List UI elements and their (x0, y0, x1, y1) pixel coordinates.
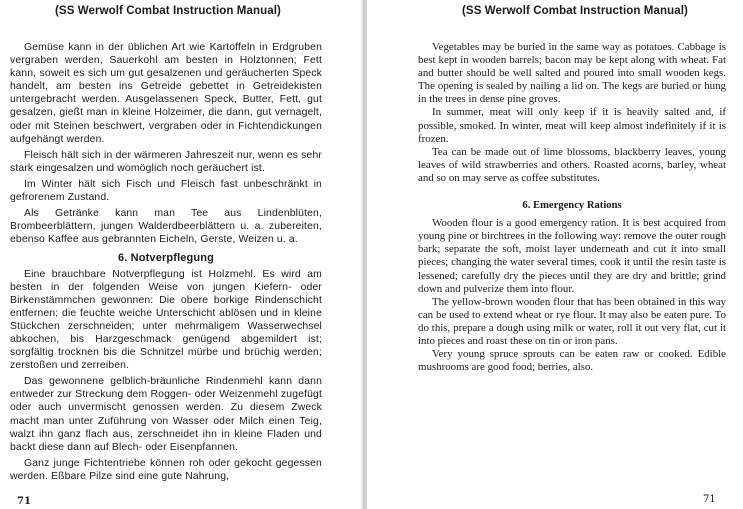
paragraph: Vegetables may be buried in the same way as potatoes. Cabbage is best kept in wooden barrels; bacon may be kept along with wheat. Fat and butter should be well salted and poured into small wooden kegs. The opening is sealed by nailing a lid on. The kegs are buried or hung in the trees in dense pine groves. (418, 41, 726, 106)
section-heading: 6. Notverpflegung (117, 252, 215, 265)
paragraph: Tea can be made out of lime blossoms, blackberry leaves, young leaves of wild strawberries and others. Roasted acorns, barley, wheat and so on may serve as coffee substitutes. (418, 145, 726, 184)
paragraph: Very young spruce sprouts can be eaten raw or cooked. Edible mushrooms are good food; berries, also. (418, 348, 726, 374)
paragraph: Das gewonnene gelblich-bräunliche Rindenmehl kann dann entweder zur Streckung dem Roggen- oder Weizenmehl zugefügt oder auch unvermischt genossen werden. Zu diesem Zweck macht man unter Zuführung von Wasser oder Milch einen Teig, walzt ihn ganz flach aus, zerschneidet ihn in kleine Fladen und backt diese dann auf Blech- oder Eisenpfannen. (10, 376, 322, 453)
paragraph: Wooden flour is a good emergency ration. It is best acquired from young pine or birchtrees in the following way: remove the outer rough bark; separate the soft, moist layer underneath and cut it into small pieces; changing the water several times, cook it until the resin taste is lessened; carefully dry the pieces until they are dry and brittle; grind down and pulverize them into flour. (418, 217, 726, 295)
left-page-german (0, 0, 362, 509)
page-body (10, 41, 322, 486)
paragraph: Ganz junge Fichtentriebe können roh oder gekocht gegessen werden. Eßbare Pilze sind eine gute Nahrung, (10, 457, 322, 482)
paragraph: In summer, meat will only keep if it is heavily salted and, if possible, smoked. In winter, meat will keep almost indefinitely if it is frozen. (418, 106, 726, 145)
page-number: 71 (703, 494, 716, 505)
page-number: 71 (17, 496, 31, 507)
paragraph: Als Getränke kann man Tee aus Lindenblüten, Brombeerblättern, jungen Walderdbeerblättern u. a. zubereiten, ebenso Kaffee aus gebrannten Eicheln, Gerste, Weizen u. a. (10, 208, 322, 246)
paragraph: Fleisch hält sich in der wärmeren Jahreszeit nur, wenn es sehr stark eingesalzen und womöglich noch geräuchert ist. (10, 149, 322, 174)
paragraph: Gemüse kann in der üblichen Art wie Kartoffeln in Erdgruben vergraben werden, Sauerkohl am besten in Holztonnen; Fett kann, soweit es sich um gut gesalzenen und geräucherten Speck handelt, am besten ins Getreide gebettet in Getreidekisten untergebracht werden. Ausgelassenen Speck, Butter, Fett, gut gesalzen, gießt man in kleine Holzeimer, die dann, gut vernagelt, oder mit Steinen beschwert, vergraben oder in Fichtendickungen aufgehängt werden. (10, 42, 322, 145)
running-head: (SS Werwolf Combat Instruction Manual) (462, 5, 688, 17)
running-head: (SS Werwolf Combat Instruction Manual) (55, 5, 281, 17)
page-body (418, 41, 726, 374)
section-heading: 6. Emergency Rations (522, 200, 622, 212)
paragraph: The yellow-brown wooden flour that has been obtained in this way can be used to extend wheat or rye flour. It may also be eaten pure. To do this, prepare a dough using milk or water, roll it out very flat, cut it into pieces and roast these on tin or iron pans. (418, 295, 726, 347)
paragraph: Im Winter hält sich Fisch und Fleisch fast unbeschränkt in gefrorenem Zustand. (10, 178, 322, 204)
right-page-english (367, 0, 743, 509)
paragraph: Eine brauchbare Notverpflegung ist Holzmehl. Es wird am besten in der folgenden Weise von jungen Kiefern- oder Birkenstämmchen gewonnen: Die obere borkige Rindenschicht entfernen; die feuchte weiche Unterschicht ablösen und in kleine Stückchen zerschneiden; unter mehrmaligem Wasserwechsel abkochen, bis Harzgeschmack genügend abgemildert ist; sorgfältig trocknen bis die Schnitzel mürbe und brüchig werden; zerstoßen und zerreiben. (10, 268, 322, 372)
